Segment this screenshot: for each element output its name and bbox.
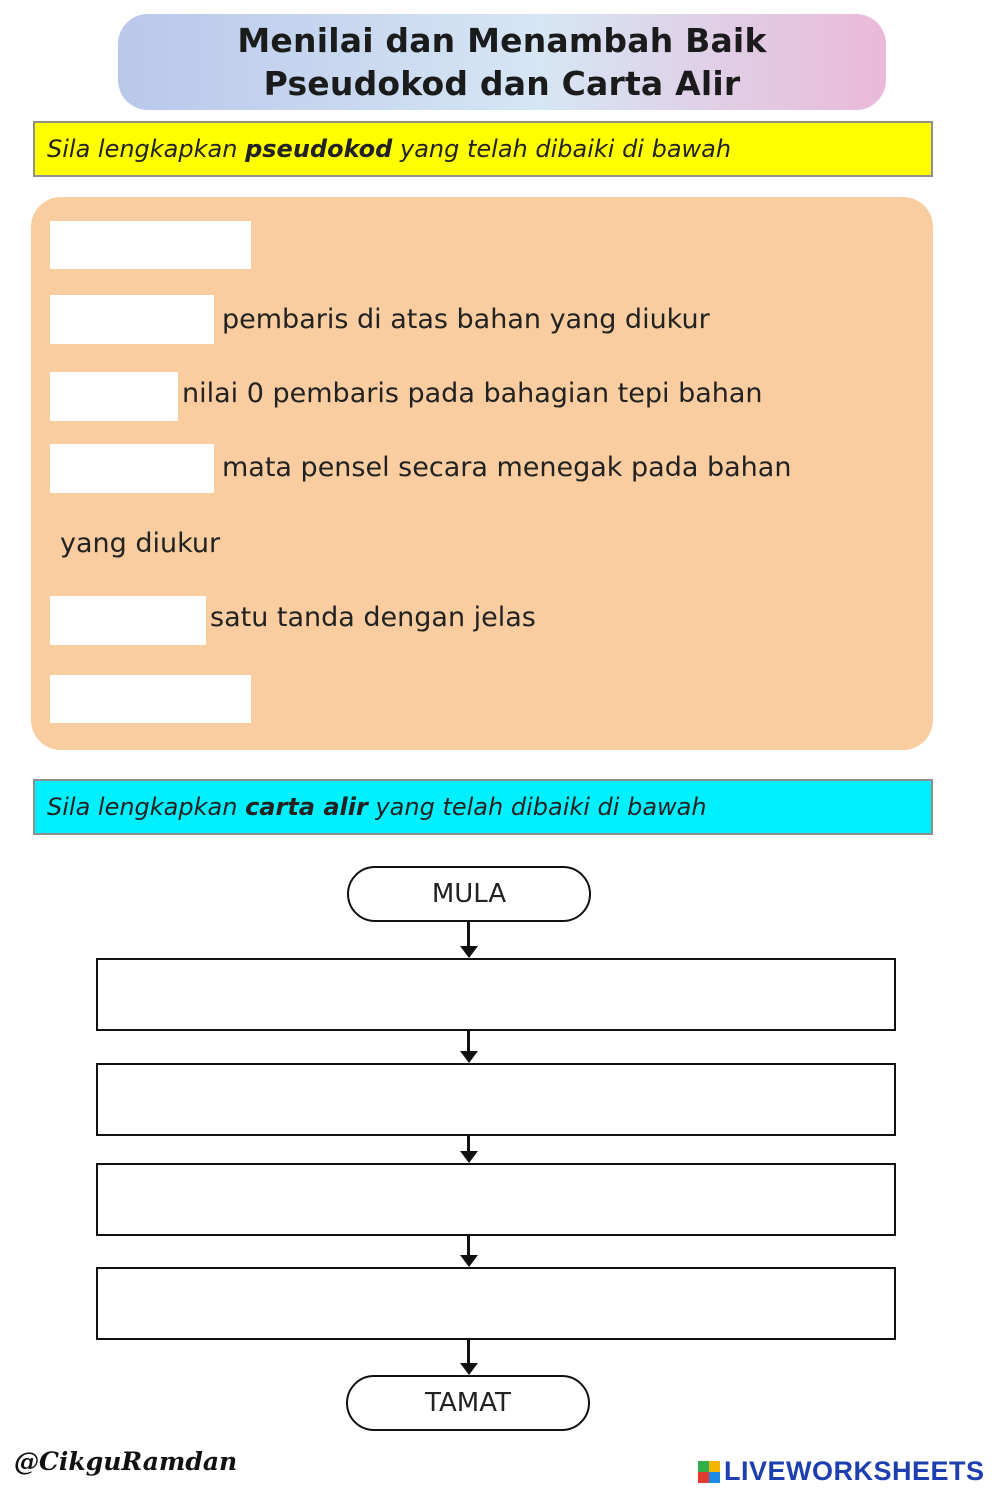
flow-arrow-5 xyxy=(460,1340,478,1375)
flowchart-step-box-2[interactable] xyxy=(96,1063,896,1136)
flow-arrow-1 xyxy=(460,922,478,958)
liveworksheets-logo-icon xyxy=(698,1461,720,1483)
pseudocode-blank-4[interactable] xyxy=(50,444,214,493)
pseudocode-instruction xyxy=(33,121,933,177)
pseudocode-line-4: mata pensel secara menegak pada bahan xyxy=(222,452,792,483)
author-watermark: @CikguRamdan xyxy=(14,1447,238,1476)
flowchart-step-box-4[interactable] xyxy=(96,1267,896,1340)
flowchart-step-box-1[interactable] xyxy=(96,958,896,1031)
title-line-1: Menilai dan Menambah Baik xyxy=(237,21,767,60)
liveworksheets-brand xyxy=(698,1456,985,1487)
flowchart-start-terminal xyxy=(347,866,591,922)
flow-arrow-4 xyxy=(460,1236,478,1267)
instruction-suffix: yang telah dibaiki di bawah xyxy=(392,135,732,163)
instruction-suffix: yang telah dibaiki di bawah xyxy=(367,793,707,821)
pseudocode-line-3: nilai 0 pembaris pada bahagian tepi bahan xyxy=(182,378,763,409)
start-label: MULA xyxy=(431,879,507,909)
flow-arrow-3 xyxy=(460,1136,478,1163)
end-label: TAMAT xyxy=(425,1388,511,1418)
pseudocode-blank-5[interactable] xyxy=(50,596,206,645)
instruction-prefix: Sila lengkapkan xyxy=(47,135,246,163)
instruction-keyword: pseudokod xyxy=(245,135,393,163)
pseudocode-line-4-cont: yang diukur xyxy=(60,528,221,559)
brand-name: LIVEWORKSHEETS xyxy=(724,1456,985,1486)
pseudocode-line-5: satu tanda dengan jelas xyxy=(210,602,536,633)
pseudocode-blank-6[interactable] xyxy=(50,675,251,723)
pseudocode-blank-3[interactable] xyxy=(50,372,178,421)
instruction-prefix: Sila lengkapkan xyxy=(47,793,246,821)
instruction-keyword: carta alir xyxy=(245,793,368,821)
flowchart-end-terminal xyxy=(346,1375,590,1431)
pseudocode-blank-2[interactable] xyxy=(50,295,214,344)
flow-arrow-2 xyxy=(460,1031,478,1063)
pseudocode-line-2: pembaris di atas bahan yang diukur xyxy=(222,304,710,335)
title-line-2: Pseudokod dan Carta Alir xyxy=(263,64,741,103)
title-banner xyxy=(118,14,886,110)
flowchart-step-box-3[interactable] xyxy=(96,1163,896,1236)
pseudocode-blank-1[interactable] xyxy=(50,221,251,269)
flowchart-instruction xyxy=(33,779,933,835)
